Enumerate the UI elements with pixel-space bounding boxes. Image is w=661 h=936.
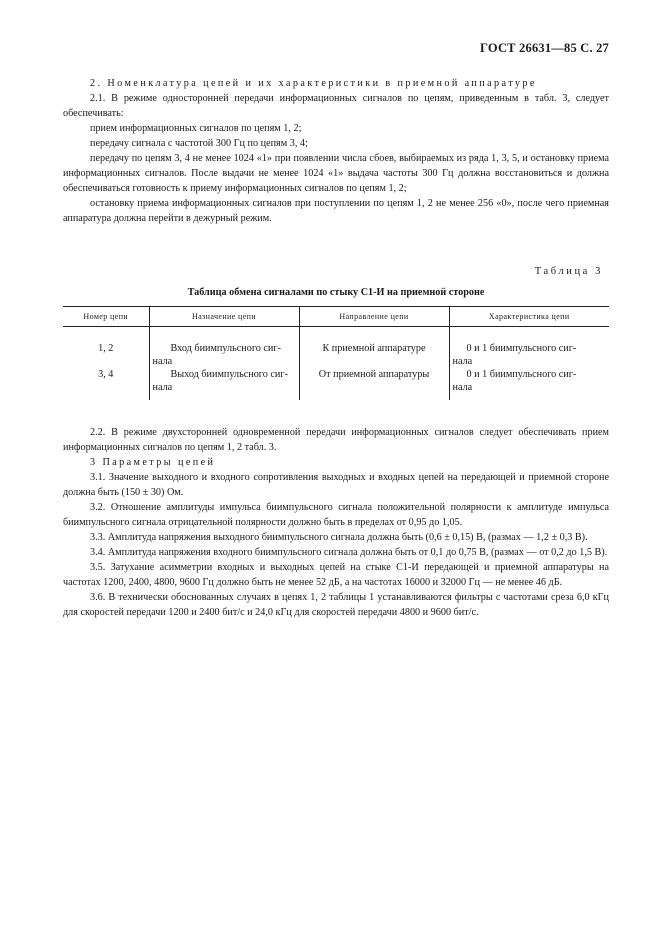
table-label: Таблица 3 <box>534 266 603 277</box>
paragraph-2-1-item-a: прием информационных сигналов по цепям 1, 2; <box>90 123 302 134</box>
paragraph-3-3: 3.3. Амплитуда напряжения выходного биимпульсного сигнала должна быть (0,6 ± 0,15) В, (размах — 1,2 ± 0,3 В). <box>90 532 588 543</box>
table-row <box>63 368 609 400</box>
section-2-heading: 2. Номенклатура цепей и их характеристики в приемной аппаратуре <box>90 78 537 89</box>
paragraph-3-6: 3.6. В технически обоснованных случаях в цепях 1, 2 таблицы 1 устанавливаются фильтры с частотами среза 6,0 кГц для скоростей передачи 1200 и 2400 бит/с и 24,0 кГц для скоростей передачи 4800 и 9600 бит/с. <box>63 592 609 618</box>
column-header-direction: Направление цепи <box>299 307 449 327</box>
paragraph-3-1: 3.1. Значение выходного и входного сопротивления выходных и входных цепей на передающей и приемной стороне должна быть (150 ± 30) Ом. <box>63 472 609 498</box>
cell-direction: От приемной аппаратуры <box>299 368 449 400</box>
table-title: Таблица обмена сигналами по стыку С1-И на приемной стороне <box>187 287 485 298</box>
cell-characteristic <box>449 368 609 400</box>
cell-purpose-line-1: Вход биимпульсного сиг- <box>170 343 281 354</box>
paragraph-2-1-item-d: остановку приема информационных сигналов при поступлении по цепям 1, 2 не менее 256 «0», после чего приемная аппаратура должна перейти в дежурный режим. <box>63 198 609 224</box>
section-3-heading: 3 Параметры цепей <box>90 457 216 468</box>
page-header: ГОСТ 26631—85 С. 27 <box>480 41 609 55</box>
cell-purpose-line-2: нала <box>152 356 173 367</box>
paragraph-3-2: 3.2. Отношение амплитуды импульса биимпульсного сигнала положительной полярности к амплитуде импульса биимпульсного сигнала отрицательной полярности должно быть в пределах от 0,95 до 1,05. <box>63 502 609 528</box>
paragraph-3-4: 3.4. Амплитуда напряжения входного биимпульсного сигнала должна быть от 0,1 до 0,75 В, (размах — от 0,2 до 1,5 В). <box>90 547 608 558</box>
cell-characteristic-line-1: 0 и 1 биимпульсного сиг- <box>466 369 577 380</box>
column-header-number: Номер цепи <box>63 307 149 327</box>
column-header-purpose: Назначение цепи <box>149 307 299 327</box>
table-header-row <box>63 307 609 327</box>
paragraph-2-2: 2.2. В режиме двухсторонней одновременной передачи информационных сигналов следует обеспечивать прием информационных сигналов по цепям 1, 2 табл. 3. <box>63 427 609 453</box>
cell-direction: К приемной аппаратуре <box>299 327 449 369</box>
cell-purpose <box>149 368 299 400</box>
cell-circuit-number: 3, 4 <box>98 369 114 380</box>
cell-characteristic-line-2: нала <box>452 382 473 393</box>
column-header-characteristic: Характеристика цепи <box>449 307 609 327</box>
cell-purpose-line-1: Выход биимпульсного сиг- <box>170 369 288 380</box>
page-content <box>63 76 609 620</box>
table-row <box>63 327 609 369</box>
paragraph-2-1-item-c: передачу по цепям 3, 4 не менее 1024 «1» при появлении числа сбоев, выбираемых из ряда 1, 3, 5, и остановку приема информационных сигналов. После выдачи не менее 1024 «1» выдача частоты 300 Гц должна восстановиться и должна обеспечиваться готовность к приему информационных сигналов по цепям 1, 2; <box>63 153 609 194</box>
cell-purpose <box>149 327 299 369</box>
cell-characteristic-line-1: 0 и 1 биимпульсного сиг- <box>466 343 577 354</box>
signal-exchange-table <box>63 306 609 400</box>
paragraph-2-1: 2.1. В режиме односторонней передачи информационных сигналов по цепям, приведенным в табл. 3, следует обеспечивать: <box>63 93 609 119</box>
cell-characteristic-line-2: нала <box>452 356 473 367</box>
cell-circuit-number: 1, 2 <box>98 343 114 354</box>
paragraph-2-1-item-b: передачу сигнала с частотой 300 Гц по цепям 3, 4; <box>90 138 308 149</box>
cell-purpose-line-2: нала <box>152 382 173 393</box>
paragraph-3-5: 3.5. Затухание асимметрии входных и выходных цепей на стыке С1-И передающей и приемной аппаратуры на частотах 1200, 2400, 4800, 9600 Гц должно быть не менее 52 дБ, а на частотах 16000 и 32000 Гц — не менее 46 дБ. <box>63 562 609 588</box>
cell-characteristic <box>449 327 609 369</box>
